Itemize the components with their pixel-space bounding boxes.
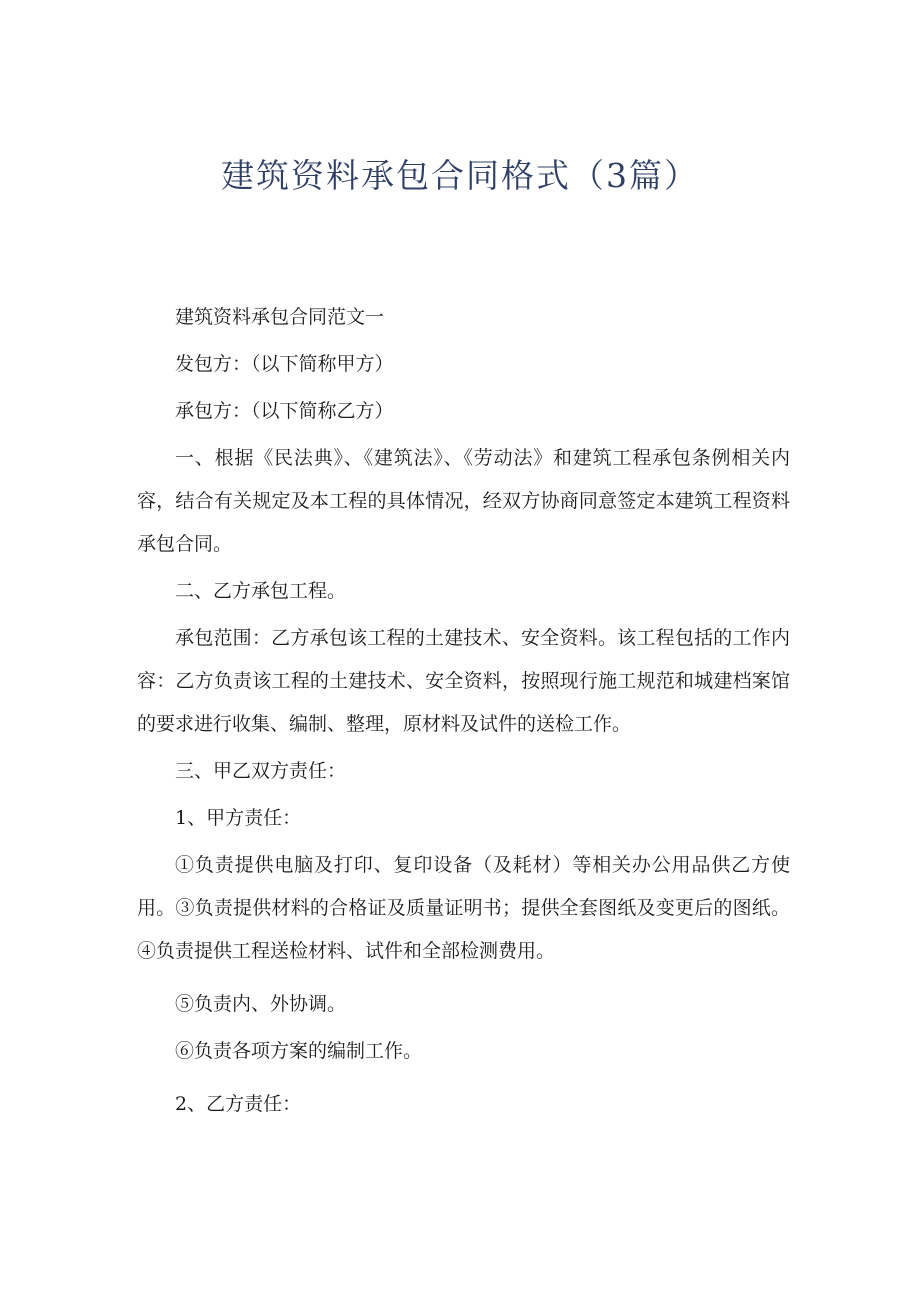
- contract-scope: 承包范围：乙方承包该工程的土建技术、安全资料。该工程包括的工作内容：乙方负责该工程的土建技术、安全资料，按照现行施工规范和城建档案馆的要求进行收集、编制、整理，原材料及试件的送检工作。: [137, 627, 790, 735]
- party-a-duty-plans: ⑥负责各项方案的编制工作。: [175, 1040, 423, 1062]
- section-heading-contract-one: 建筑资料承包合同范文一: [175, 306, 385, 328]
- party-b-line: 承包方：（以下简称乙方）: [175, 400, 394, 422]
- party-a-duty-coordination: ⑤负责内、外协调。: [175, 993, 347, 1015]
- party-a-duties-heading: 1、甲方责任：: [175, 807, 302, 829]
- clause-three-heading: 三、甲乙双方责任：: [175, 760, 347, 782]
- document-title: 建筑资料承包合同格式（3篇）: [221, 156, 699, 195]
- party-a-duties-list: ①负责提供电脑及打印、复印设备（及耗材）等相关办公用品供乙方使用。③负责提供材料的合格证及质量证明书；提供全套图纸及变更后的图纸。④负责提供工程送检材料、试件和全部检测费用。: [137, 854, 790, 962]
- clause-one: 一、根据《民法典》、《建筑法》、《劳动法》和建筑工程承包条例相关内容，结合有关规定及本工程的具体情况，经双方协商同意签定本建筑工程资料承包合同。: [137, 447, 790, 555]
- document-body: [137, 296, 790, 1126]
- party-b-duties-heading: 2、乙方责任：: [175, 1093, 302, 1115]
- clause-two-heading: 二、乙方承包工程。: [175, 580, 347, 602]
- party-a-line: 发包方：（以下简称甲方）: [175, 353, 394, 375]
